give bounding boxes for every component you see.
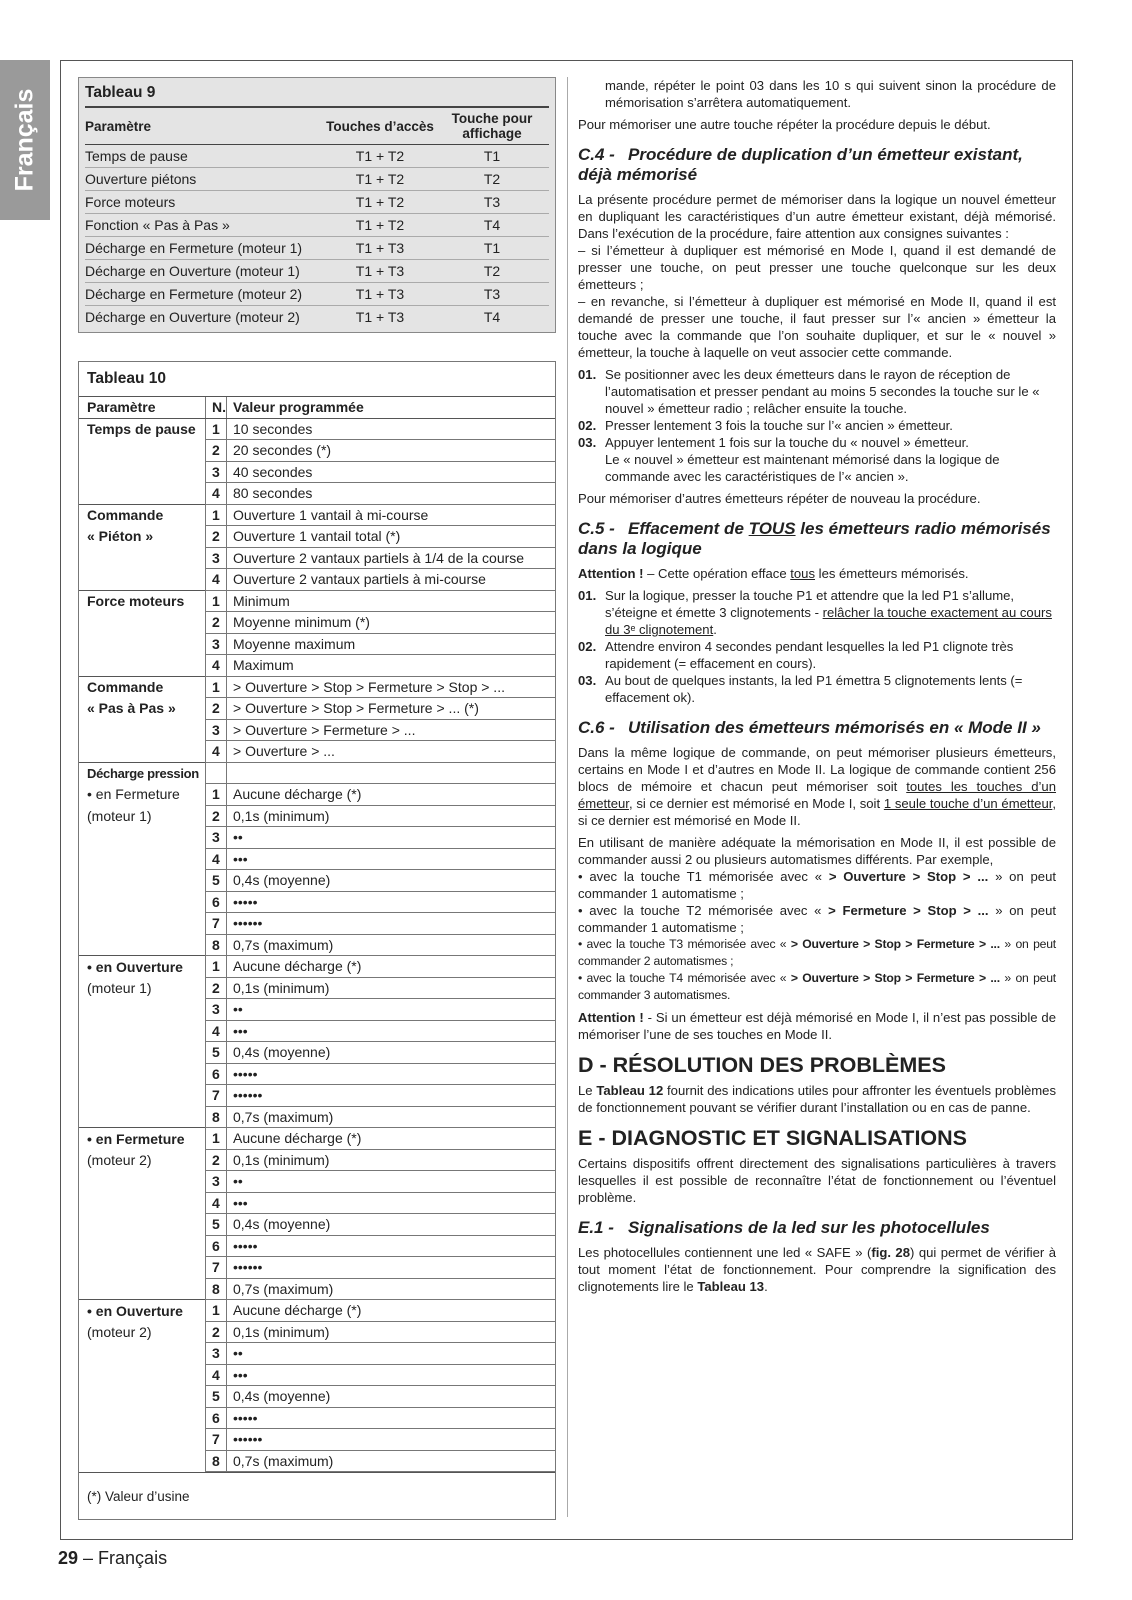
t10-param-cell: • en Ouverture xyxy=(79,1300,206,1322)
t10-param-cell xyxy=(79,891,206,913)
table-row xyxy=(79,569,555,591)
t9-touches-cell: T1 + T3 xyxy=(325,237,435,260)
t10-value-cell: ••• xyxy=(227,1020,556,1042)
table-row xyxy=(79,1020,555,1042)
table-row xyxy=(79,440,555,462)
t9-touches-cell: T1 + T2 xyxy=(325,214,435,237)
table-row xyxy=(79,870,555,892)
t9-param-cell: Décharge en Ouverture (moteur 2) xyxy=(85,309,300,325)
t10-n-cell: 6 xyxy=(206,1235,227,1257)
t10-value-cell: 0,7s (maximum) xyxy=(227,1278,556,1300)
t10-value-cell: ••• xyxy=(227,1364,556,1386)
t10-n-cell: 7 xyxy=(206,1257,227,1279)
t10-value-cell: Minimum xyxy=(227,590,556,612)
t10-value-cell: Moyenne maximum xyxy=(227,633,556,655)
t10-n-cell: 7 xyxy=(206,1429,227,1451)
t10-n-cell: 3 xyxy=(206,719,227,741)
t10-param-cell xyxy=(79,999,206,1021)
table-row xyxy=(79,483,555,505)
e-paragraph: Certains dispositifs offrent directement des signalisations particulières à travers lesquelles il est possible de reconnaître l’état de fonctionnement ou l’éventuel problème. xyxy=(578,1156,1056,1205)
list-item: 03. Appuyer lentement 1 fois sur la touche du « nouvel » émetteur. Le « nouvel » émetteur est maintenant mémorisé dans la logique de commande avec les caractéristiques de l’« ancien ». xyxy=(578,435,1000,484)
table-row xyxy=(79,1429,555,1451)
t10-value-cell: ••••• xyxy=(227,1407,556,1429)
t10-n-cell: 6 xyxy=(206,1063,227,1085)
t10-param-cell xyxy=(79,1063,206,1085)
t10-value-cell xyxy=(227,762,556,784)
table-row xyxy=(85,214,549,237)
t10-n-cell: 2 xyxy=(206,440,227,462)
c6-paragraph-2: En utilisant de manière adéquate la mémorisation en Mode II, il est possible de commander aussi 2 ou plusieurs automatismes différents. Par exemple, xyxy=(578,835,1056,867)
table-row xyxy=(79,934,555,956)
t9-param-cell: Ouverture piétons xyxy=(85,168,325,191)
t9-header-touches: Touches d’accès xyxy=(326,118,434,134)
t10-n-cell: 4 xyxy=(206,1192,227,1214)
t10-n-cell: 1 xyxy=(206,590,227,612)
table-row xyxy=(79,956,555,978)
t10-param-cell xyxy=(79,1085,206,1107)
table-row xyxy=(79,504,555,526)
table-row xyxy=(79,1450,555,1472)
t10-n-cell: 1 xyxy=(206,418,227,440)
t10-value-cell: 80 secondes xyxy=(227,483,556,505)
t10-param-cell: • en Ouverture xyxy=(79,956,206,978)
t9-param-cell: Fonction « Pas à Pas » xyxy=(85,214,325,237)
t10-param-cell: • en Fermeture xyxy=(79,1128,206,1150)
table-row xyxy=(79,784,555,806)
t10-value-cell: •• xyxy=(227,999,556,1021)
list-item: 03. Au bout de quelques instants, la led P1 émettra 5 clignotements lents (= effacement ok). xyxy=(578,673,1023,705)
t10-n-cell: 5 xyxy=(206,870,227,892)
t9-touches-cell: T1 + T3 xyxy=(325,283,435,306)
t10-n-cell: 3 xyxy=(206,1343,227,1365)
t10-value-cell: 0,7s (maximum) xyxy=(227,1106,556,1128)
t10-n-cell xyxy=(206,762,227,784)
t10-value-cell: Aucune décharge (*) xyxy=(227,1128,556,1150)
t10-n-cell: 4 xyxy=(206,655,227,677)
table-row xyxy=(79,1278,555,1300)
t10-n-cell: 4 xyxy=(206,483,227,505)
t10-n-cell: 5 xyxy=(206,1042,227,1064)
table-row xyxy=(79,633,555,655)
table-row xyxy=(85,260,549,283)
t10-value-cell: ••••• xyxy=(227,1235,556,1257)
table-row xyxy=(79,1063,555,1085)
table-row xyxy=(79,913,555,935)
t9-affichage-cell: T2 xyxy=(435,260,549,283)
t10-value-cell: Moyenne minimum (*) xyxy=(227,612,556,634)
t10-n-cell: 8 xyxy=(206,1450,227,1472)
t10-n-cell: 4 xyxy=(206,1020,227,1042)
t9-header-affichage: Touche pour affichage xyxy=(451,111,533,141)
table-row xyxy=(79,1386,555,1408)
t10-value-cell: 0,1s (minimum) xyxy=(227,977,556,999)
t10-param-cell xyxy=(79,1257,206,1279)
t10-param-cell: Force moteurs xyxy=(79,590,206,612)
t10-value-cell: •• xyxy=(227,827,556,849)
c6-bullet-3: • avec la touche T3 mémorisée avec « > Ouverture > Stop > Fermeture > ... » on peut commander 2 automatismes ; xyxy=(578,937,1056,968)
list-item: 02. Attendre environ 4 secondes pendant lesquelles la led P1 clignote très rapidement (= effacement en cours). xyxy=(578,639,1014,671)
table-row xyxy=(79,1171,555,1193)
t9-touches-cell: T1 + T2 xyxy=(325,191,435,214)
t9-touches-cell: T1 + T2 xyxy=(325,145,435,168)
table-row xyxy=(85,145,549,168)
t9-affichage-cell: T3 xyxy=(435,283,549,306)
t10-value-cell: •••••• xyxy=(227,913,556,935)
table-row xyxy=(85,237,549,260)
t9-affichage-cell: T3 xyxy=(435,191,549,214)
t9-header-param: Paramètre xyxy=(85,118,152,134)
t10-value-cell: 0,4s (moyenne) xyxy=(227,1042,556,1064)
t10-n-cell: 1 xyxy=(206,1128,227,1150)
section-c4-heading: C.4 - Procédure de duplication d’un émetteur existant, déjà mémorisé xyxy=(578,145,1023,184)
c4-rule-2: – en revanche, si l’émetteur à dupliquer est mémorisé en Mode II, quand il est demandé de presser une touche, il faut presser sur l’« ancien » émetteur la touche avec la commande que l’on souhaite dupliquer, et sur le « nouvel » émetteur, la touche à laquelle on veut associer cette commande. xyxy=(578,294,1056,360)
t9-param-cell: Force moteurs xyxy=(85,191,325,214)
paragraph: Pour mémoriser d’autres émetteurs répéter de nouveau la procédure. xyxy=(578,491,981,506)
t10-n-cell: 5 xyxy=(206,1386,227,1408)
c6-bullet-2: • avec la touche T2 mémorisée avec « > Fermeture > Stop > ... » on peut commander 1 automatisme ; xyxy=(578,903,1057,935)
t9-affichage-cell: T2 xyxy=(435,168,549,191)
list-item: 01. Se positionner avec les deux émetteurs dans le rayon de réception de l’automatisation et presser pendant au moins 5 secondes la touche sur le « nouvel » émetteur radio ; relâcher ensuite la touche. xyxy=(578,367,1040,416)
t10-value-cell: > Ouverture > Stop > Fermeture > Stop > ... xyxy=(227,676,556,698)
table-row xyxy=(79,1214,555,1236)
paragraph: Pour mémoriser une autre touche répéter la procédure depuis le début. xyxy=(578,117,991,132)
c5-steps xyxy=(578,587,1056,706)
t10-n-cell: 1 xyxy=(206,676,227,698)
t9-affichage-cell: T1 xyxy=(435,145,549,168)
t10-header-valeur: Valeur programmée xyxy=(227,397,556,418)
t10-param-cell xyxy=(79,547,206,569)
t10-param-cell xyxy=(79,1343,206,1365)
t10-n-cell: 8 xyxy=(206,1106,227,1128)
t10-n-cell: 2 xyxy=(206,526,227,548)
table-row xyxy=(79,655,555,677)
t10-n-cell: 3 xyxy=(206,999,227,1021)
t10-n-cell: 2 xyxy=(206,612,227,634)
t10-value-cell: 0,4s (moyenne) xyxy=(227,1386,556,1408)
language-side-tab xyxy=(0,60,50,220)
table-row xyxy=(79,1407,555,1429)
table-row xyxy=(79,612,555,634)
t10-param-cell xyxy=(79,440,206,462)
table-row xyxy=(79,848,555,870)
t10-value-cell: > Ouverture > Fermeture > ... xyxy=(227,719,556,741)
tableau-10-title: Tableau 10 xyxy=(79,362,555,397)
d-paragraph: Le Tableau 12 fournit des indications utiles pour affronter les éventuels problèmes de fonctionnement pouvant se vérifier durant l’installation ou en cas de panne. xyxy=(578,1083,1057,1115)
t10-n-cell: 7 xyxy=(206,913,227,935)
t10-param-cell xyxy=(79,741,206,763)
t10-n-cell: 1 xyxy=(206,956,227,978)
t10-value-cell: ••• xyxy=(227,848,556,870)
t10-value-cell: 0,4s (moyenne) xyxy=(227,1214,556,1236)
t10-n-cell: 2 xyxy=(206,698,227,720)
table-row xyxy=(79,1343,555,1365)
list-item: 02. Presser lentement 3 fois la touche sur l’« ancien » émetteur. xyxy=(578,418,953,433)
t10-param-cell xyxy=(79,1407,206,1429)
t10-n-cell: 2 xyxy=(206,977,227,999)
table-row xyxy=(79,762,555,784)
table-row xyxy=(79,1257,555,1279)
list-item: 01. Sur la logique, presser la touche P1 et attendre que la led P1 s’allume, s’éteigne et émette 3 clignotements - relâcher la touche exactement au cours du 3ᵉ clignotement. xyxy=(578,588,1052,637)
page-number: 29 xyxy=(58,1548,79,1568)
t9-param-cell: Décharge en Fermeture (moteur 2) xyxy=(85,283,325,306)
t10-param-cell xyxy=(79,1450,206,1472)
t10-param-cell xyxy=(79,1214,206,1236)
t9-affichage-cell: T1 xyxy=(435,237,549,260)
left-column xyxy=(78,77,556,1520)
t10-param-cell: (moteur 2) xyxy=(87,1323,152,1340)
t10-header-n: N. xyxy=(206,397,227,418)
section-d-heading: D - RÉSOLUTION DES PROBLÈMES xyxy=(578,1053,946,1077)
t10-param-cell xyxy=(79,1364,206,1386)
t10-param-cell xyxy=(79,719,206,741)
t10-n-cell: 4 xyxy=(206,569,227,591)
t10-value-cell: 0,4s (moyenne) xyxy=(227,870,556,892)
t10-param-cell xyxy=(79,1042,206,1064)
t9-param-cell: Décharge en Ouverture (moteur 1) xyxy=(85,260,325,283)
t10-n-cell: 3 xyxy=(206,461,227,483)
t10-n-cell: 5 xyxy=(206,1214,227,1236)
t10-param-cell xyxy=(79,1429,206,1451)
t10-value-cell: > Ouverture > ... xyxy=(227,741,556,763)
table-row xyxy=(79,590,555,612)
t9-param-cell: Temps de pause xyxy=(85,145,325,168)
t10-value-cell: 10 secondes xyxy=(227,418,556,440)
t10-value-cell: Aucune décharge (*) xyxy=(227,1300,556,1322)
t10-param-cell xyxy=(79,1278,206,1300)
t10-n-cell: 1 xyxy=(206,784,227,806)
t10-param-cell: « Piéton » xyxy=(87,528,154,545)
t10-value-cell: ••• xyxy=(227,1192,556,1214)
t10-footnote: (*) Valeur d’usine xyxy=(79,1472,555,1519)
table-row xyxy=(79,1321,555,1343)
t10-n-cell: 2 xyxy=(206,1321,227,1343)
c4-steps xyxy=(578,366,1056,485)
t10-value-cell: Ouverture 1 vantail à mi-course xyxy=(227,504,556,526)
section-e-heading: E - DIAGNOSTIC ET SIGNALISATIONS xyxy=(578,1126,968,1150)
table-row xyxy=(79,1235,555,1257)
table-row xyxy=(79,676,555,698)
t10-n-cell: 2 xyxy=(206,805,227,827)
t10-param-cell xyxy=(79,870,206,892)
t10-value-cell: 0,1s (minimum) xyxy=(227,1149,556,1171)
t10-value-cell: Aucune décharge (*) xyxy=(227,784,556,806)
table-row xyxy=(79,1085,555,1107)
t10-param-cell: (moteur 2) xyxy=(87,1151,152,1168)
table-row xyxy=(79,827,555,849)
t10-value-cell: •• xyxy=(227,1171,556,1193)
table-row xyxy=(79,1192,555,1214)
t10-value-cell: •• xyxy=(227,1343,556,1365)
t10-param-cell: Commande xyxy=(79,504,206,526)
t10-param-cell xyxy=(79,1192,206,1214)
t10-param-cell: • en Fermeture xyxy=(87,786,180,803)
table-row xyxy=(79,977,555,999)
table-row xyxy=(85,168,549,191)
t9-touches-cell: T1 + T2 xyxy=(325,168,435,191)
c4-intro: La présente procédure permet de mémoriser dans la logique un nouvel émetteur en dupliquant les caractéristiques d’un autre émetteur existant, déjà mémorisé. Dans l’exécution de la procédure, faire attention aux consignes suivantes : xyxy=(578,192,1056,241)
continued-paragraph: mande, répéter le point 03 dans les 10 s qui suivent sinon la procédure de mémorisation s’arrêtera automatiquement. xyxy=(605,78,1056,110)
t9-param-cell: Décharge en Fermeture (moteur 1) xyxy=(85,237,325,260)
table-row xyxy=(79,418,555,440)
t10-value-cell: •••••• xyxy=(227,1257,556,1279)
table-row xyxy=(79,1106,555,1128)
table-row xyxy=(79,1300,555,1322)
t10-param-cell: (moteur 1) xyxy=(87,979,152,996)
t10-param-cell: « Pas à Pas » xyxy=(87,700,176,717)
t10-n-cell: 1 xyxy=(206,1300,227,1322)
section-c6-heading: C.6 - Utilisation des émetteurs mémorisés en « Mode II » xyxy=(578,718,1041,737)
t10-n-cell: 2 xyxy=(206,1149,227,1171)
table-row xyxy=(85,283,549,306)
table-row xyxy=(79,999,555,1021)
section-c5-heading: C.5 - Effacement de TOUS les émetteurs radio mémorisés dans la logique xyxy=(578,519,1051,558)
t9-touches-cell: T1 + T3 xyxy=(355,309,405,325)
tableau-9-title: Tableau 9 xyxy=(85,82,549,108)
t10-value-cell: 40 secondes xyxy=(227,461,556,483)
t10-value-cell: •••••• xyxy=(227,1429,556,1451)
tableau-9 xyxy=(78,77,556,333)
t10-param-cell xyxy=(79,633,206,655)
table-row xyxy=(79,461,555,483)
tableau-10 xyxy=(78,361,556,1520)
footer-language: Français xyxy=(98,1548,168,1568)
t10-n-cell: 4 xyxy=(206,741,227,763)
t10-param-cell xyxy=(79,483,206,505)
t10-value-cell: Ouverture 2 vantaux partiels à 1/4 de la course xyxy=(227,547,556,569)
t10-param-cell xyxy=(79,1106,206,1128)
t10-value-cell: 20 secondes (*) xyxy=(227,440,556,462)
t10-param-cell xyxy=(79,827,206,849)
t10-param-cell xyxy=(79,848,206,870)
c6-bullet-1: • avec la touche T1 mémorisée avec « > Ouverture > Stop > ... » on peut commander 1 automatisme ; xyxy=(578,869,1056,901)
t10-param-cell xyxy=(79,1235,206,1257)
side-tab-label: Français xyxy=(10,88,39,192)
column-divider xyxy=(567,77,568,1517)
right-column xyxy=(578,77,1056,1300)
c6-attention: Attention ! - Si un émetteur est déjà mémorisé en Mode I, il n’est pas possible de mémoriser l’une de ses touches en Mode II. xyxy=(578,1010,1056,1042)
t10-n-cell: 3 xyxy=(206,1171,227,1193)
t10-param-cell xyxy=(79,569,206,591)
t10-value-cell: 0,7s (maximum) xyxy=(227,1450,556,1472)
table-row xyxy=(79,1128,555,1150)
t10-n-cell: 3 xyxy=(206,827,227,849)
t10-param-cell xyxy=(79,655,206,677)
table-row xyxy=(79,1364,555,1386)
t10-param-cell: Commande xyxy=(79,676,206,698)
t10-n-cell: 8 xyxy=(206,934,227,956)
t9-affichage-cell: T4 xyxy=(435,214,549,237)
t10-param-cell: Temps de pause xyxy=(79,418,206,440)
t10-param-cell xyxy=(79,461,206,483)
t10-value-cell: 0,1s (minimum) xyxy=(227,805,556,827)
e1-paragraph: Les photocellules contiennent une led « SAFE » (fig. 28) qui permet de vérifier à tout moment l’état de fonctionnement. Pour comprendre la signification des clignotements lire le Tableau 13. xyxy=(578,1245,1056,1294)
c6-bullet-4: • avec la touche T4 mémorisée avec « > Ouverture > Stop > Fermeture > ... » on peut commander 3 automatismes. xyxy=(578,971,1056,1002)
t10-value-cell: > Ouverture > Stop > Fermeture > ... (*) xyxy=(227,698,556,720)
table-row xyxy=(85,306,549,329)
table-row xyxy=(79,698,555,720)
t10-param-cell xyxy=(79,934,206,956)
t10-param-cell xyxy=(79,1171,206,1193)
t10-n-cell: 7 xyxy=(206,1085,227,1107)
t10-value-cell: ••••• xyxy=(227,1063,556,1085)
t10-param-cell xyxy=(79,1386,206,1408)
table-row xyxy=(79,526,555,548)
t10-decharge-label: Décharge pression xyxy=(79,762,206,784)
table-row xyxy=(79,1149,555,1171)
t10-value-cell: Ouverture 2 vantaux partiels à mi-course xyxy=(227,569,556,591)
t9-affichage-cell: T4 xyxy=(483,309,501,325)
t10-value-cell: 0,1s (minimum) xyxy=(227,1321,556,1343)
t10-value-cell: Aucune décharge (*) xyxy=(227,956,556,978)
t10-param-cell xyxy=(79,913,206,935)
t10-param-cell: (moteur 1) xyxy=(87,807,152,824)
t10-n-cell: 4 xyxy=(206,1364,227,1386)
c5-attention: Attention ! – Cette opération efface tous les émetteurs mémorisés. xyxy=(578,566,969,581)
table-row xyxy=(79,891,555,913)
t10-value-cell: Ouverture 1 vantail total (*) xyxy=(227,526,556,548)
table-row xyxy=(79,719,555,741)
table-row xyxy=(79,805,555,827)
t10-value-cell: 0,7s (maximum) xyxy=(227,934,556,956)
t10-n-cell: 6 xyxy=(206,891,227,913)
t10-value-cell: •••••• xyxy=(227,1085,556,1107)
table-row xyxy=(79,741,555,763)
t10-n-cell: 8 xyxy=(206,1278,227,1300)
t10-n-cell: 1 xyxy=(206,504,227,526)
t10-n-cell: 6 xyxy=(206,1407,227,1429)
t10-header-param: Paramètre xyxy=(79,397,206,418)
t10-n-cell: 3 xyxy=(206,633,227,655)
c4-rule-1: – si l’émetteur à dupliquer est mémorisé en Mode I, quand il est demandé de presser une touche, on peut presser une touche quelconque sur les deux émetteurs ; xyxy=(578,243,1056,292)
t10-value-cell: ••••• xyxy=(227,891,556,913)
t10-n-cell: 4 xyxy=(206,848,227,870)
t10-param-cell xyxy=(79,1020,206,1042)
t9-touches-cell: T1 + T3 xyxy=(325,260,435,283)
section-e1-heading: E.1 - Signalisations de la led sur les photocellules xyxy=(578,1218,990,1237)
page-footer: 29 – Français xyxy=(58,1548,168,1568)
table-row xyxy=(85,191,549,214)
t10-n-cell: 3 xyxy=(206,547,227,569)
table-row xyxy=(79,1042,555,1064)
table-row xyxy=(79,547,555,569)
t10-param-cell xyxy=(79,612,206,634)
c6-paragraph-1: Dans la même logique de commande, on peut mémoriser plusieurs émetteurs, certains en Mode I et d’autres en Mode II. La logique de commande contient 256 blocs de mémoire et chacun peut mémoriser soit toutes les touches d’un émetteur, si ce dernier est mémorisé en Mode I, soit 1 seule touche d’un émetteur, si ce dernier est mémorisé en Mode II. xyxy=(578,745,1057,828)
t10-value-cell: Maximum xyxy=(227,655,556,677)
